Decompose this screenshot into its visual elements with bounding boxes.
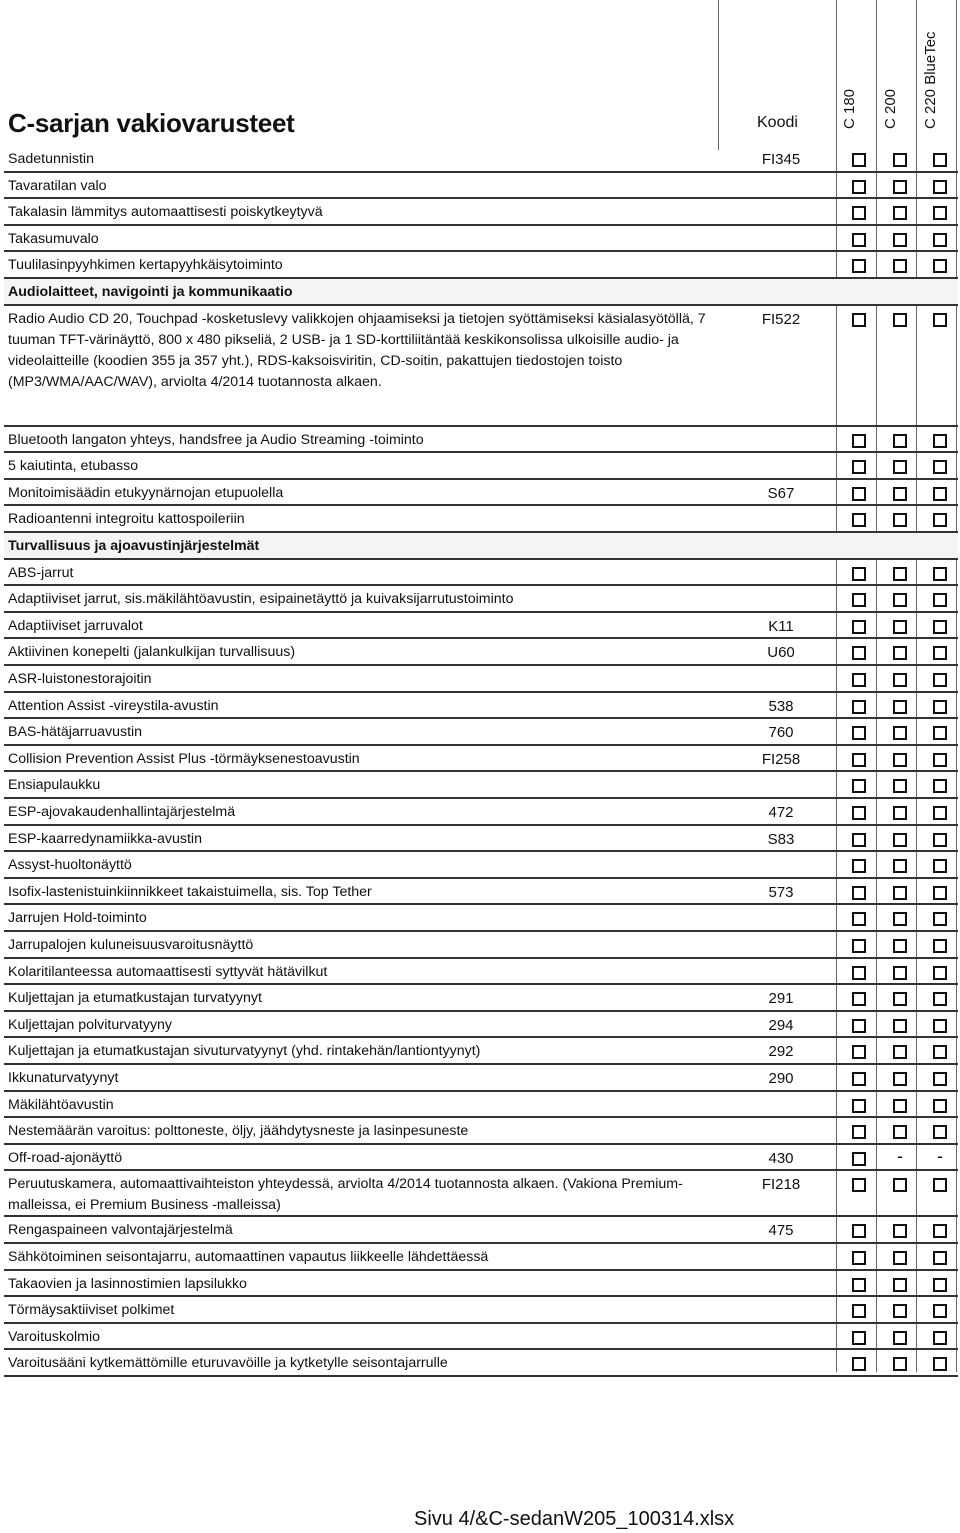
standard-equipment-checkbox[interactable] xyxy=(852,153,866,167)
standard-equipment-checkbox[interactable] xyxy=(852,593,866,607)
standard-equipment-checkbox[interactable] xyxy=(852,513,866,527)
feature-code: 760 xyxy=(768,724,794,742)
standard-equipment-checkbox[interactable] xyxy=(893,1331,907,1345)
table-row xyxy=(4,173,958,200)
standard-equipment-checkbox[interactable] xyxy=(852,646,866,660)
standard-equipment-checkbox[interactable] xyxy=(933,939,947,953)
standard-equipment-checkbox[interactable] xyxy=(893,233,907,247)
standard-equipment-checkbox[interactable] xyxy=(893,726,907,740)
standard-equipment-checkbox[interactable] xyxy=(852,434,866,448)
standard-equipment-checkbox[interactable] xyxy=(852,1045,866,1059)
standard-equipment-checkbox[interactable] xyxy=(893,992,907,1006)
standard-equipment-checkbox[interactable] xyxy=(933,487,947,501)
standard-equipment-checkbox[interactable] xyxy=(933,593,947,607)
standard-equipment-checkbox[interactable] xyxy=(933,206,947,220)
standard-equipment-checkbox[interactable] xyxy=(893,487,907,501)
feature-label: Bluetooth langaton yhteys, handsfree ja Audio Streaming -toiminto xyxy=(8,431,424,448)
table-row xyxy=(4,879,958,906)
standard-equipment-checkbox[interactable] xyxy=(933,646,947,660)
feature-label: ASR-luistonestorajoitin xyxy=(8,671,152,687)
standard-equipment-checkbox[interactable] xyxy=(852,1125,866,1139)
feature-label: Mäkilähtöavustin xyxy=(8,1096,114,1113)
feature-label: Sadetunnistin xyxy=(8,151,94,167)
feature-code: 573 xyxy=(768,883,794,901)
feature-code: 430 xyxy=(768,1149,794,1167)
feature-label: Ensiapulaukku xyxy=(8,777,101,794)
standard-equipment-checkbox[interactable] xyxy=(933,912,947,926)
section-title: Turvallisuus ja ajoavustinjärjestelmät xyxy=(8,538,260,554)
feature-code: S83 xyxy=(767,830,795,848)
standard-equipment-checkbox[interactable] xyxy=(893,753,907,767)
feature-code: FI522 xyxy=(761,310,801,328)
feature-label: Jarrujen Hold-toiminto xyxy=(8,910,147,927)
standard-equipment-checkbox[interactable] xyxy=(933,1125,947,1139)
section-title: Audiolaitteet, navigointi ja kommunikaatio xyxy=(8,284,293,300)
feature-label: Törmäysaktiiviset polkimet xyxy=(8,1302,175,1319)
feature-label: Varoituskolmio xyxy=(8,1328,100,1345)
standard-equipment-checkbox[interactable] xyxy=(933,992,947,1006)
feature-label: Kolaritilanteessa automaattisesti syttyvät hätävilkut xyxy=(8,963,328,980)
feature-code: FI345 xyxy=(761,151,801,168)
standard-equipment-checkbox[interactable] xyxy=(933,513,947,527)
feature-code: 538 xyxy=(768,697,794,715)
standard-equipment-checkbox[interactable] xyxy=(933,1304,947,1318)
feature-label: Monitoimisäädin etukyynärnojan etupuolella xyxy=(8,484,284,501)
standard-equipment-checkbox[interactable] xyxy=(933,434,947,448)
feature-label: Radio Audio CD 20, Touchpad -kosketuslevy valikkojen ohjaamiseksi ja tietojen syöttämiseksi käsialasyötöllä, 7 tuuman TFT-värinäyttö, 800 x 480 pikseliä, 2 USB- ja 1 SD-korttiliitäntää keskikonsolissa ulkoisille audio- ja videolaitteille (koodien 355 ja 357 yht.), RDS-kaksoisviritin, CD-soitin, pakattujen tiedostojen toisto (MP3/WMA/AAC/WAV), arviolta 4/2014 tuotannosta alkaen. xyxy=(8,310,706,390)
standard-equipment-checkbox[interactable] xyxy=(893,1125,907,1139)
standard-equipment-checkbox[interactable] xyxy=(852,206,866,220)
standard-equipment-checkbox[interactable] xyxy=(933,1019,947,1033)
standard-equipment-checkbox[interactable] xyxy=(893,206,907,220)
standard-equipment-checkbox[interactable] xyxy=(893,1224,907,1238)
standard-equipment-checkbox[interactable] xyxy=(852,1072,866,1086)
feature-label: Adaptiiviset jarruvalot xyxy=(8,617,143,634)
standard-equipment-checkbox[interactable] xyxy=(933,700,947,714)
table-row xyxy=(4,959,958,986)
feature-label: Nestemäärän varoitus: polttoneste, öljy, jäähdytysneste ja lasinpesuneste xyxy=(8,1123,469,1140)
standard-equipment-checkbox[interactable] xyxy=(893,1357,907,1371)
standard-equipment-checkbox[interactable] xyxy=(893,966,907,980)
standard-equipment-checkbox[interactable] xyxy=(852,1278,866,1292)
feature-label: Assyst-huoltonäyttö xyxy=(8,857,132,874)
standard-equipment-checkbox[interactable] xyxy=(893,180,907,194)
table-row xyxy=(4,306,958,427)
model-header-c200 xyxy=(880,0,902,146)
standard-equipment-checkbox[interactable] xyxy=(893,593,907,607)
feature-code: FI218 xyxy=(761,1176,801,1194)
standard-equipment-checkbox[interactable] xyxy=(852,233,866,247)
standard-equipment-checkbox[interactable] xyxy=(933,1251,947,1265)
standard-equipment-checkbox[interactable] xyxy=(933,313,947,327)
standard-equipment-checkbox[interactable] xyxy=(933,726,947,740)
feature-label: Jarrupalojen kuluneisuusvaroitusnäyttö xyxy=(8,937,254,953)
feature-label: Rengaspaineen valvontajärjestelmä xyxy=(8,1222,233,1239)
table-row xyxy=(4,480,958,507)
standard-equipment-checkbox[interactable] xyxy=(852,259,866,273)
feature-label: ABS-jarrut xyxy=(8,564,74,581)
feature-label: Off-road-ajonäyttö xyxy=(8,1149,123,1166)
standard-equipment-checkbox[interactable] xyxy=(852,460,866,474)
feature-code: 290 xyxy=(768,1070,794,1087)
standard-equipment-checkbox[interactable] xyxy=(852,1099,866,1113)
standard-equipment-checkbox[interactable] xyxy=(852,620,866,634)
standard-equipment-checkbox[interactable] xyxy=(852,1251,866,1265)
table-row xyxy=(4,1038,958,1065)
standard-equipment-checkbox[interactable] xyxy=(933,886,947,900)
standard-equipment-checkbox[interactable] xyxy=(893,313,907,327)
standard-equipment-checkbox[interactable] xyxy=(933,753,947,767)
standard-equipment-checkbox[interactable] xyxy=(852,567,866,581)
feature-label: Attention Assist -vireystila-avustin xyxy=(8,697,219,714)
standard-equipment-checkbox[interactable] xyxy=(852,726,866,740)
standard-equipment-checkbox[interactable] xyxy=(933,1224,947,1238)
feature-label: Varoitusääni kytkemättömille eturuvavöille ja kytketylle seisontajarrulle xyxy=(8,1355,448,1372)
table-row xyxy=(4,1217,958,1244)
table-row xyxy=(4,252,958,279)
standard-equipment-checkbox[interactable] xyxy=(893,460,907,474)
feature-label: Tuulilasinpyyhkimen kertapyyhkäisytoiminto xyxy=(8,257,283,274)
table-row xyxy=(4,772,958,799)
standard-equipment-checkbox[interactable] xyxy=(852,1331,866,1345)
model-header-label: C 200 xyxy=(882,88,899,129)
feature-label: Radioantenni integroitu kattospoileriin xyxy=(8,511,245,528)
table-row xyxy=(4,1271,958,1298)
standard-equipment-checkbox[interactable] xyxy=(893,1045,907,1059)
feature-label: Kuljettajan polviturvatyyny xyxy=(8,1016,173,1033)
standard-equipment-checkbox[interactable] xyxy=(852,859,866,873)
standard-equipment-checkbox[interactable] xyxy=(852,992,866,1006)
table-row xyxy=(4,1118,958,1145)
feature-code: 472 xyxy=(768,804,794,821)
standard-equipment-checkbox[interactable] xyxy=(893,153,907,167)
standard-equipment-checkbox[interactable] xyxy=(893,1099,907,1113)
standard-equipment-checkbox[interactable] xyxy=(852,1224,866,1238)
table-row xyxy=(4,613,958,640)
table-row xyxy=(4,1065,958,1092)
feature-label: Collision Prevention Assist Plus -törmäyksenestoavustin xyxy=(8,750,360,767)
table-row xyxy=(4,199,958,226)
standard-equipment-checkbox[interactable] xyxy=(933,180,947,194)
standard-equipment-checkbox[interactable] xyxy=(852,700,866,714)
standard-equipment-checkbox[interactable] xyxy=(852,779,866,793)
feature-label: Isofix-lastenistuinkiinnikkeet takaistuimella, sis. Top Tether xyxy=(8,883,372,900)
standard-equipment-checkbox[interactable] xyxy=(893,1304,907,1318)
model-header-c220 xyxy=(920,0,942,146)
feature-label: Kuljettajan ja etumatkustajan sivuturvatyynyt (yhd. rintakehän/lantiontyynyt) xyxy=(8,1043,481,1060)
standard-equipment-checkbox[interactable] xyxy=(852,886,866,900)
table-row xyxy=(4,746,958,773)
feature-code: 292 xyxy=(768,1043,794,1061)
standard-equipment-checkbox[interactable] xyxy=(893,779,907,793)
feature-label: ESP-ajovakaudenhallintajärjestelmä xyxy=(8,804,236,820)
standard-equipment-checkbox[interactable] xyxy=(893,939,907,953)
table-row xyxy=(4,586,958,613)
standard-equipment-checkbox[interactable] xyxy=(852,806,866,820)
feature-label: ESP-kaarredynamiikka-avustin xyxy=(8,830,202,847)
standard-equipment-checkbox[interactable] xyxy=(893,859,907,873)
grid-line xyxy=(718,0,719,150)
model-header-label: C 220 BlueTec xyxy=(922,31,939,129)
standard-equipment-checkbox[interactable] xyxy=(933,1178,947,1192)
feature-label: Takalasin lämmitys automaattisesti poiskytkeytyvä xyxy=(8,204,323,221)
page-footer: Sivu 4/&C-sedanW205_100314.xlsx xyxy=(414,1508,735,1530)
table-row xyxy=(4,1324,958,1351)
feature-code: 475 xyxy=(768,1222,794,1240)
feature-code: K11 xyxy=(768,617,794,635)
standard-equipment-checkbox[interactable] xyxy=(933,1357,947,1371)
feature-label: Peruutuskamera, automaattivaihteiston yhteydessä, arviolta 4/2014 tuotannosta alkaen. (Vakiona Premium-malleissa, ei Premium Business -malleissa) xyxy=(8,1176,683,1214)
feature-label: Takaovien ja lasinnostimien lapsilukko xyxy=(8,1275,247,1292)
feature-label: BAS-hätäjarruavustin xyxy=(8,724,143,741)
standard-equipment-checkbox[interactable] xyxy=(852,939,866,953)
table-row xyxy=(4,639,958,666)
standard-equipment-checkbox[interactable] xyxy=(933,1072,947,1086)
standard-equipment-checkbox[interactable] xyxy=(852,487,866,501)
table-row xyxy=(4,666,958,693)
standard-equipment-checkbox[interactable] xyxy=(852,673,866,687)
standard-equipment-checkbox[interactable] xyxy=(852,753,866,767)
standard-equipment-checkbox[interactable] xyxy=(893,912,907,926)
section-header-row xyxy=(4,533,958,560)
table-row xyxy=(4,693,958,720)
feature-label: Tavaratilan valo xyxy=(8,177,107,194)
table-row xyxy=(4,1145,958,1172)
feature-code: FI258 xyxy=(761,750,801,768)
standard-equipment-checkbox[interactable] xyxy=(933,620,947,634)
standard-equipment-checkbox[interactable] xyxy=(893,806,907,820)
standard-equipment-checkbox[interactable] xyxy=(893,1278,907,1292)
table-row xyxy=(4,1244,958,1271)
standard-equipment-checkbox[interactable] xyxy=(893,1178,907,1192)
feature-code: 294 xyxy=(768,1016,794,1034)
standard-equipment-checkbox[interactable] xyxy=(852,1152,866,1166)
standard-equipment-checkbox[interactable] xyxy=(852,833,866,847)
table-row xyxy=(4,1092,958,1119)
feature-label: Kuljettajan ja etumatkustajan turvatyynyt xyxy=(8,990,262,1007)
standard-equipment-checkbox[interactable] xyxy=(893,1251,907,1265)
table-row xyxy=(4,226,958,253)
table-row xyxy=(4,719,958,746)
standard-equipment-checkbox[interactable] xyxy=(933,567,947,581)
standard-equipment-checkbox[interactable] xyxy=(852,912,866,926)
standard-equipment-checkbox[interactable] xyxy=(933,1331,947,1345)
standard-equipment-checkbox[interactable] xyxy=(893,1072,907,1086)
table-row xyxy=(4,932,958,959)
standard-equipment-checkbox[interactable] xyxy=(852,1357,866,1371)
table-row xyxy=(4,1171,958,1217)
standard-equipment-checkbox[interactable] xyxy=(933,673,947,687)
table-row xyxy=(4,799,958,826)
standard-equipment-checkbox[interactable] xyxy=(933,833,947,847)
standard-equipment-checkbox[interactable] xyxy=(893,700,907,714)
page-title: C-sarjan vakiovarusteet xyxy=(8,108,295,138)
feature-label: Sähkötoiminen seisontajarru, automaattinen vapautus liikkeelle lähdettäessä xyxy=(8,1249,489,1265)
standard-equipment-checkbox[interactable] xyxy=(933,233,947,247)
feature-label: 5 kaiutinta, etubasso xyxy=(8,458,139,475)
standard-equipment-checkbox[interactable] xyxy=(893,886,907,900)
feature-label: Ikkunaturvatyynyt xyxy=(8,1070,119,1086)
feature-code: S67 xyxy=(767,484,795,502)
feature-label: Aktiivinen konepelti (jalankulkijan turvallisuus) xyxy=(8,644,296,661)
standard-equipment-checkbox[interactable] xyxy=(852,1178,866,1192)
table-row xyxy=(4,985,958,1012)
table-row xyxy=(4,453,958,480)
standard-equipment-checkbox[interactable] xyxy=(933,1045,947,1059)
standard-equipment-checkbox[interactable] xyxy=(852,1019,866,1033)
feature-code: U60 xyxy=(767,644,795,662)
standard-equipment-checkbox[interactable] xyxy=(852,313,866,327)
table-row xyxy=(4,427,958,454)
standard-equipment-checkbox[interactable] xyxy=(893,259,907,273)
standard-equipment-checkbox[interactable] xyxy=(933,859,947,873)
standard-equipment-checkbox[interactable] xyxy=(852,180,866,194)
table-row xyxy=(4,826,958,853)
feature-code: 291 xyxy=(768,990,794,1008)
code-column-header: Koodi xyxy=(757,114,798,131)
standard-equipment-checkbox[interactable] xyxy=(933,806,947,820)
standard-equipment-checkbox[interactable] xyxy=(933,1099,947,1113)
model-header-label: C 180 xyxy=(841,88,858,129)
not-available-mark: - xyxy=(897,1145,903,1166)
table-row xyxy=(4,1012,958,1039)
standard-equipment-checkbox[interactable] xyxy=(852,966,866,980)
standard-equipment-checkbox[interactable] xyxy=(893,620,907,634)
table-row xyxy=(4,852,958,879)
standard-equipment-checkbox[interactable] xyxy=(933,259,947,273)
standard-equipment-checkbox[interactable] xyxy=(933,153,947,167)
standard-equipment-checkbox[interactable] xyxy=(933,779,947,793)
model-header-c180 xyxy=(839,0,861,146)
table-row xyxy=(4,560,958,587)
standard-equipment-checkbox[interactable] xyxy=(893,646,907,660)
standard-equipment-checkbox[interactable] xyxy=(893,513,907,527)
section-header-row xyxy=(4,279,958,306)
not-available-mark: - xyxy=(937,1145,943,1166)
standard-equipment-checkbox[interactable] xyxy=(852,1304,866,1318)
standard-equipment-checkbox[interactable] xyxy=(933,966,947,980)
table-row xyxy=(4,506,958,533)
table-row xyxy=(4,146,958,173)
standard-equipment-checkbox[interactable] xyxy=(893,1019,907,1033)
table-row xyxy=(4,1350,958,1377)
table-row xyxy=(4,905,958,932)
table-row xyxy=(4,1297,958,1324)
feature-label: Adaptiiviset jarrut, sis.mäkilähtöavustin, esipainetäyttö ja kuivaksijarrutustoiminto xyxy=(8,591,514,608)
standard-equipment-checkbox[interactable] xyxy=(933,460,947,474)
standard-equipment-checkbox[interactable] xyxy=(893,673,907,687)
standard-equipment-checkbox[interactable] xyxy=(893,567,907,581)
standard-equipment-checkbox[interactable] xyxy=(933,1278,947,1292)
feature-label: Takasumuvalo xyxy=(8,230,99,247)
standard-equipment-checkbox[interactable] xyxy=(893,434,907,448)
standard-equipment-checkbox[interactable] xyxy=(893,833,907,847)
